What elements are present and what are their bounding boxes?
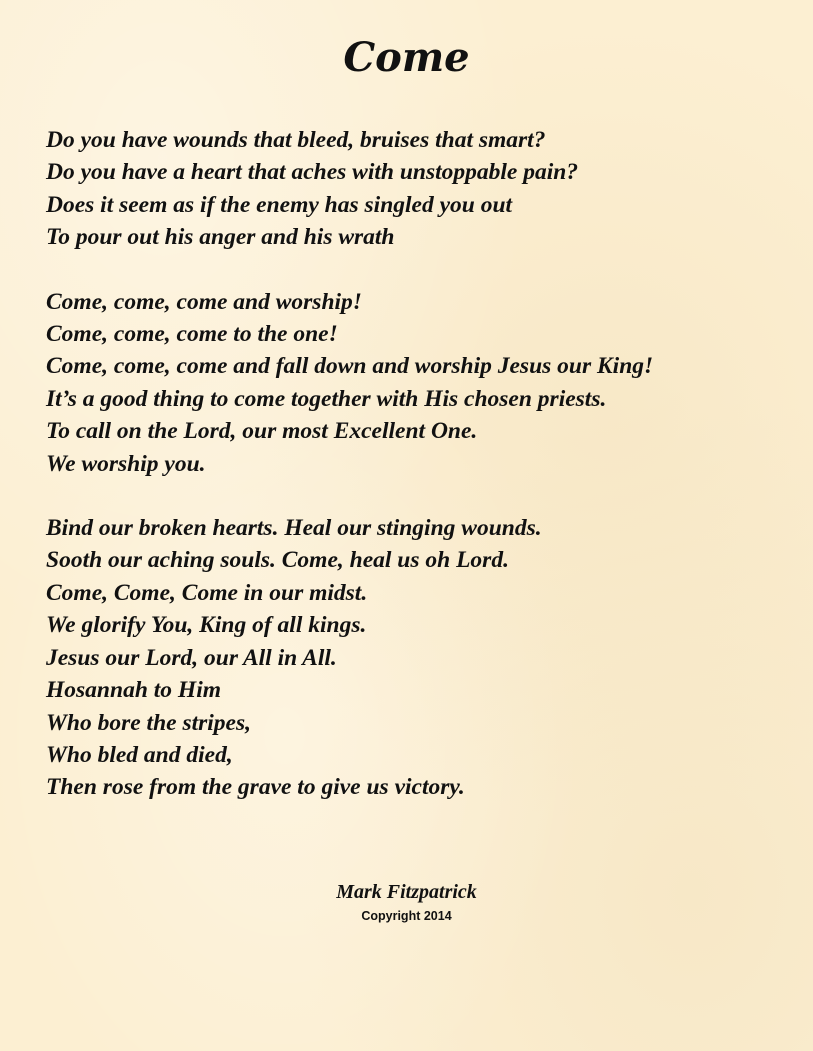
poem-line: Who bled and died, bbox=[46, 741, 233, 768]
poem-line: Come, come, come and worship! bbox=[46, 288, 362, 315]
poem-line: Who bore the stripes, bbox=[46, 709, 251, 736]
poem-line: Sooth our aching souls. Come, heal us oh Lord. bbox=[46, 547, 509, 574]
poem-line: To pour out his anger and his wrath bbox=[46, 224, 395, 251]
copyright-notice: Copyright 2014 bbox=[361, 909, 452, 923]
poem-line: Does it seem as if the enemy has singled you out bbox=[46, 191, 513, 218]
poem-line: Hosannah to Him bbox=[46, 677, 221, 704]
poem-line: Jesus our Lord, our All in All. bbox=[46, 644, 337, 671]
poem-line: We glorify You, King of all kings. bbox=[46, 612, 367, 639]
poem-line: We worship you. bbox=[46, 450, 206, 477]
poem-line: Then rose from the grave to give us victory. bbox=[46, 774, 465, 801]
poem-line: Bind our broken hearts. Heal our stinging wounds. bbox=[46, 515, 542, 542]
poem-line: Come, come, come and fall down and worship Jesus our King! bbox=[46, 353, 654, 380]
poem-line: Come, come, come to the one! bbox=[46, 321, 338, 348]
poem-title: Come bbox=[343, 34, 470, 81]
poem-line: To call on the Lord, our most Excellent One. bbox=[46, 418, 478, 445]
author-name: Mark Fitzpatrick bbox=[336, 881, 477, 903]
poem-line: Do you have a heart that aches with unstoppable pain? bbox=[46, 159, 579, 186]
stanza-2 bbox=[46, 286, 806, 480]
stanza-1 bbox=[46, 124, 806, 254]
poem-line: It’s a good thing to come together with His chosen priests. bbox=[46, 385, 607, 412]
poem-line: Come, Come, Come in our midst. bbox=[46, 579, 368, 606]
poem-body bbox=[46, 124, 806, 836]
poem-line: Do you have wounds that bleed, bruises that smart? bbox=[46, 127, 546, 153]
signature-block bbox=[0, 878, 813, 926]
stanza-3 bbox=[46, 512, 806, 804]
